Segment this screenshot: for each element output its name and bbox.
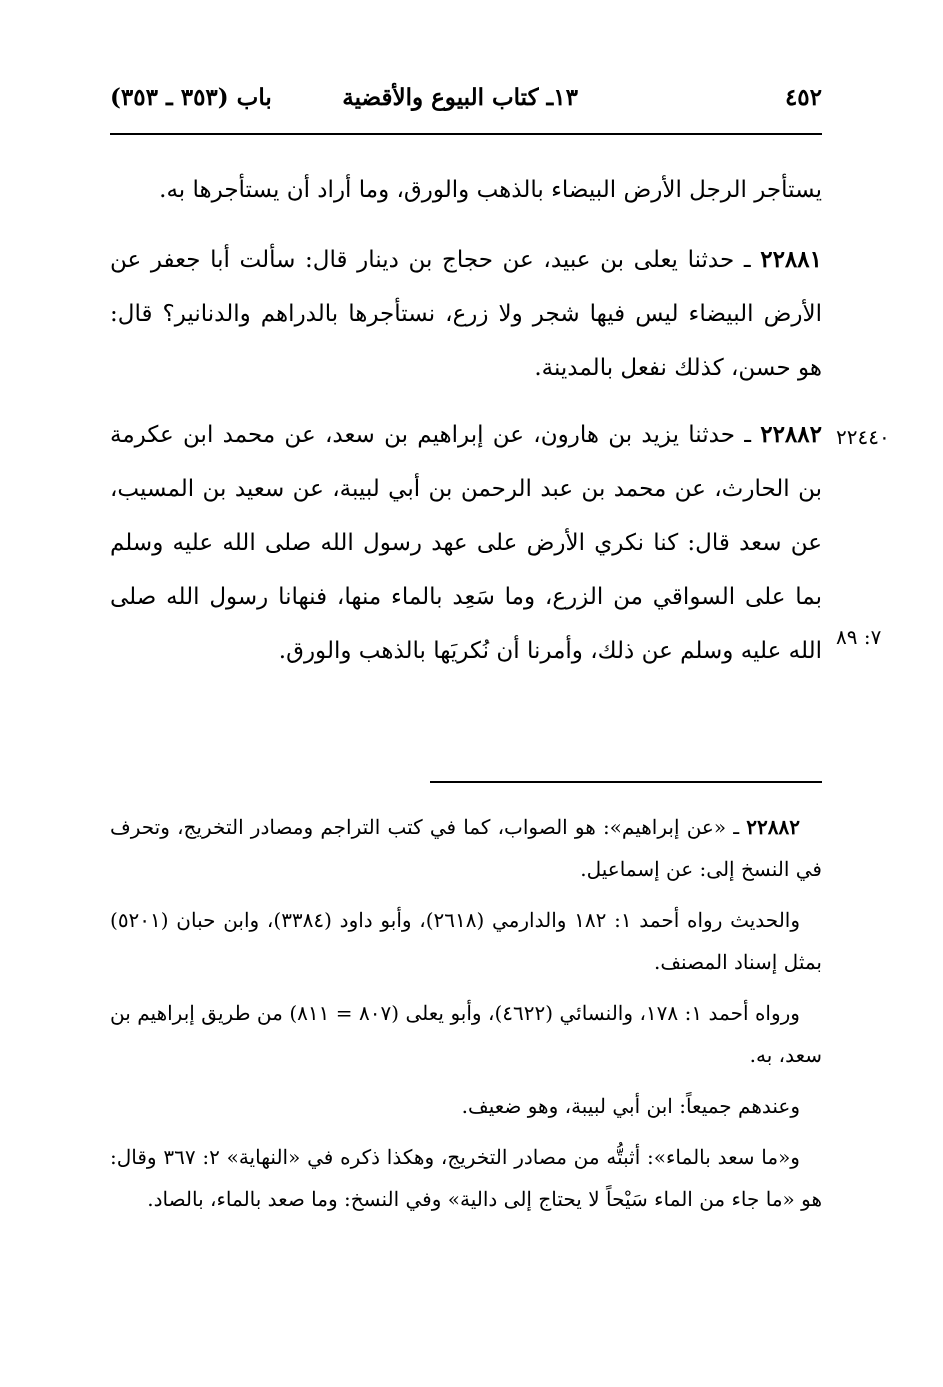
header-rule (110, 133, 822, 135)
hadith-text: ـ حدثنا يزيد بن هارون، عن إبراهيم بن سعد، عن محمد ابن عكرمة بن الحارث، عن محمد بن عبد الرحمن بن أبي لبيبة، عن سعيد بن المسيب، عن سعد قال: كنا نكري الأرض على عهد رسول الله صلى الله عليه وسلم بما على السواقي من الزرع، وما سَعِد بالماء منها، فنهانا رسول الله صلى الله عليه وسلم عن ذلك، وأمرنا أن نُكريَها بالذهب والورق. (110, 422, 822, 664)
hadith-22882 (110, 408, 822, 678)
footnote-rule (430, 781, 822, 783)
paragraph-continuation: يستأجر الرجل الأرض البيضاء بالذهب والورق، وما أراد أن يستأجرها به. (159, 177, 822, 203)
footnote: ورواه أحمد ١: ١٧٨، والنسائي (٤٦٢٢)، وأبو يعلى (٨٠٧ = ٨١١) من طريق إبراهيم بن سعد، به. (110, 1001, 822, 1067)
footnotes (110, 806, 822, 1229)
page-number: ٤٥٢ (784, 84, 822, 111)
footnote: و«ما سعد بالماء»: أثبتُّه من مصادر التخريج، وهكذا ذكره في «النهاية» ٢: ٣٦٧ وقال: هو «ما جاء من الماء سَيْحاً لا يحتاج إلى دالية» وفي النسخ: وما صعد بالماء، بالصاد. (110, 1145, 822, 1211)
hadith-22881 (110, 233, 822, 395)
hadith-number: ٢٢٨٨١ (760, 246, 822, 273)
footnote (110, 806, 822, 890)
footnote-number: ٢٢٨٨٢ (746, 815, 800, 839)
hadith-number: ٢٢٨٨٢ (760, 421, 822, 448)
footnote-text: ـ «عن إبراهيم»: هو الصواب، كما في كتب التراجم ومصادر التخريج، وتحرف في النسخ إلى: عن إسماعيل. (110, 815, 822, 881)
margin-reference: ٢٢٤٤٠ (836, 425, 890, 449)
footnote: والحديث رواه أحمد ١: ١٨٢ والدارمي (٢٦١٨)، وأبو داود (٣٣٨٤)، وابن حبان (٥٢٠١) بمثل إسناد المصنف. (110, 908, 822, 974)
hadith-text: ـ حدثنا يعلى بن عبيد، عن حجاج بن دينار قال: سألت أبا جعفر عن الأرض البيضاء ليس فيها شجر ولا زرع، نستأجرها بالدراهم والدنانير؟ قال: هو حسن، كذلك نفعل بالمدينة. (110, 247, 822, 381)
footnote: وعندهم جميعاً: ابن أبي لبيبة، وهو ضعيف. (461, 1094, 800, 1118)
page-header (110, 84, 822, 124)
chapter-reference: باب (٣٥٣ ـ ٣٥٣) (110, 84, 272, 111)
margin-reference: ٧: ٨٩ (836, 625, 882, 649)
book-title: ١٣ـ كتاب البيوع والأقضية (342, 84, 578, 111)
